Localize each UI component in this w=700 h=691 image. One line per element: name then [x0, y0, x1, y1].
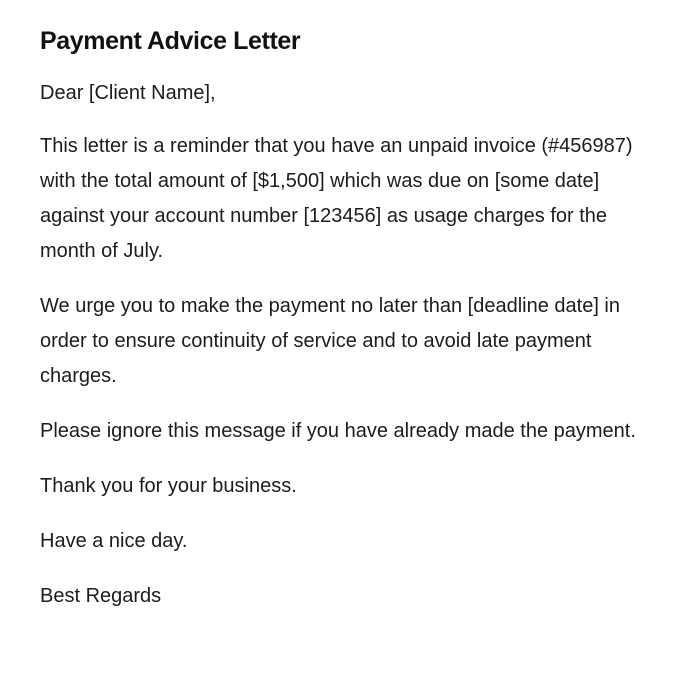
letter-paragraph-urge: We urge you to make the payment no later than [deadline date] in order to ensure continuity of service and to avoid late payment charges.: [40, 295, 620, 387]
letter-paragraph-nice-day: Have a nice day.: [40, 530, 188, 552]
letter-paragraph-ignore: Please ignore this message if you have already made the payment.: [40, 420, 636, 442]
letter-paragraph-thanks: Thank you for your business.: [40, 475, 297, 497]
letter-paragraph-reminder: This letter is a reminder that you have an unpaid invoice (#456987) with the total amount of [$1,500] which was due on [some date] against your account number [123456] as usage charges for the month of July.: [40, 135, 633, 262]
letter-salutation: Dear [Client Name],: [40, 82, 216, 104]
letter-signoff: Best Regards: [40, 585, 162, 607]
letter-title: Payment Advice Letter: [40, 27, 301, 55]
